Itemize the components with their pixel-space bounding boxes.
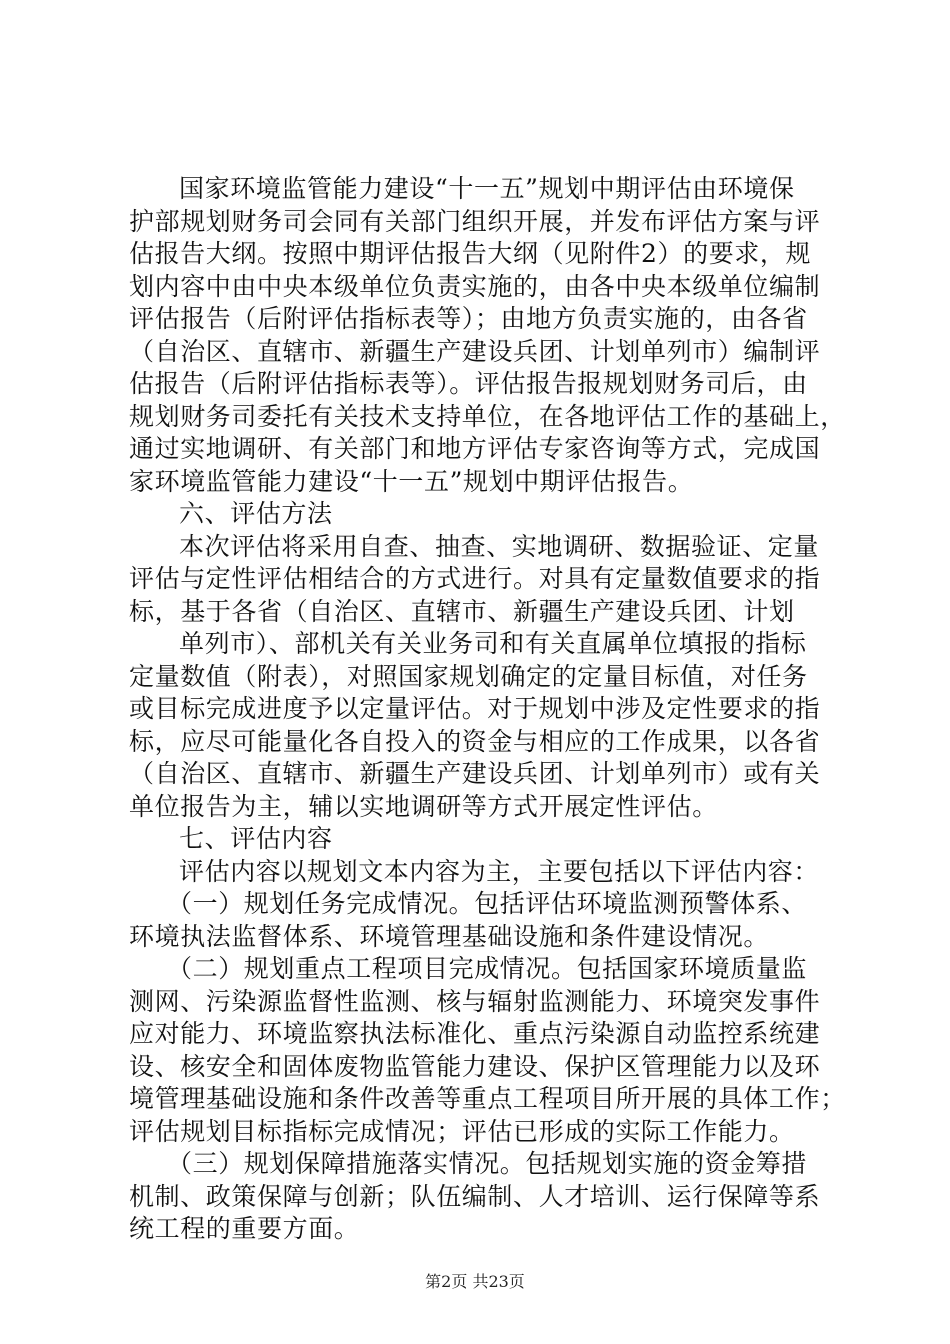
page-number-footer: 第2页 共23页 [425, 1272, 525, 1291]
text-line: 本次评估将采用自查、抽查、实地调研、数据验证、定量 [179, 532, 820, 561]
text-line: （自治区、直辖市、新疆生产建设兵团、计划单列市）编制评 [129, 337, 821, 366]
text-line: 单位报告为主，辅以实地调研等方式开展定性评估。 [129, 792, 718, 821]
text-line: 单列市）、部机关有关业务司和有关直属单位填报的指标 [179, 629, 807, 658]
text-line: 估报告大纲。按照中期评估报告大纲（见附件2）的要求，规 [129, 239, 812, 268]
text-line: 机制、政策保障与创新；队伍编制、人才培训、运行保障等系 [129, 1182, 821, 1211]
text-line: 通过实地调研、有关部门和地方评估专家咨询等方式，完成国 [129, 434, 821, 463]
text-line: （一）规划任务完成情况。包括评估环境监测预警体系、 [167, 889, 808, 918]
text-line: （三）规划保障措施落实情况。包括规划实施的资金筹措 [167, 1149, 808, 1178]
text-line: 境管理基础设施和条件改善等重点工程项目所开展的具体工作； [129, 1084, 846, 1113]
text-line: （二）规划重点工程项目完成情况。包括国家环境质量监 [167, 954, 808, 983]
text-line: 估报告（后附评估指标表等）。评估报告报规划财务司后，由 [129, 369, 808, 398]
text-line: 评估与定性评估相结合的方式进行。对具有定量数值要求的指 [129, 564, 821, 593]
text-line: 测网、污染源监督性监测、核与辐射监测能力、环境突发事件 [129, 987, 821, 1016]
text-line: （自治区、直辖市、新疆生产建设兵团、计划单列市）或有关 [129, 759, 821, 788]
text-line: 划内容中由中央本级单位负责实施的，由各中央本级单位编制 [129, 272, 821, 301]
text-line: 评估内容以规划文本内容为主，主要包括以下评估内容： [179, 857, 820, 886]
text-line: 护部规划财务司会同有关部门组织开展，并发布评估方案与评 [129, 207, 821, 236]
text-line: 统工程的重要方面。 [129, 1214, 360, 1243]
text-line: 环境执法监督体系、环境管理基础设施和条件建设情况。 [129, 922, 770, 951]
section-heading: 七、评估内容 [179, 824, 333, 853]
text-line: 国家环境监管能力建设“十一五”规划中期评估由环境保 [179, 174, 795, 203]
text-line: 定量数值（附表），对照国家规划确定的定量目标值，对任务 [129, 662, 808, 691]
text-line: 标，应尽可能量化各自投入的资金与相应的工作成果，以各省 [129, 727, 821, 756]
text-line: 家环境监管能力建设“十一五”规划中期评估报告。 [129, 467, 694, 496]
text-line: 标，基于各省（自治区、直辖市、新疆生产建设兵团、计划 [129, 597, 795, 626]
text-line: 设、核安全和固体废物监管能力建设、保护区管理能力以及环 [129, 1052, 821, 1081]
text-line: 评估规划目标指标完成情况；评估已形成的实际工作能力。 [129, 1117, 795, 1146]
text-line: 应对能力、环境监察执法标准化、重点污染源自动监控系统建 [129, 1019, 821, 1048]
section-heading: 六、评估方法 [179, 499, 333, 528]
text-line: 评估报告（后附评估指标表等）；由地方负责实施的，由各省 [129, 304, 808, 333]
text-line: 或目标完成进度予以定量评估。对于规划中涉及定性要求的指 [129, 694, 821, 723]
text-line: 规划财务司委托有关技术支持单位，在各地评估工作的基础上， [129, 402, 846, 431]
